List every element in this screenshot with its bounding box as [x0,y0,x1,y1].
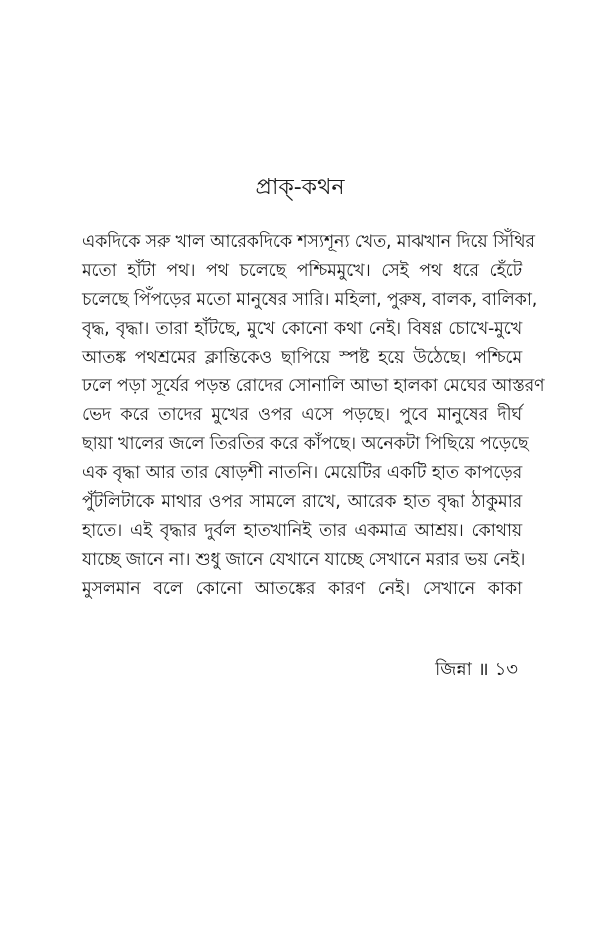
chapter-title: প্রাক্-কথন [255,175,345,200]
text-line: বৃদ্ধ, বৃদ্ধা। তারা হাঁটছে, মুখে কোনো কথা নেই। বিষণ্ণ চোখে-মুখে [82,318,522,339]
text-line: চলেছে পিঁপড়ের মতো মানুষের সারি। মহিলা, পুরুষ, বালক, বালিকা, [82,289,538,310]
text-line: মতো হাঁটা পথ। পথ চলেছে পশ্চিমমুখে। সেই পথ ধরে হেঁটে [82,260,522,281]
text-line: এক বৃদ্ধা আর তার ষোড়শী নাতনি। মেয়েটির একটি হাত কাপড়ের [82,463,522,484]
text-line: আতঙ্ক পথশ্রমের ক্লান্তিকেও ছাপিয়ে স্পষ্ট হয়ে উঠেছে। পশ্চিমে [82,347,522,368]
page-footer [435,657,518,683]
text-line: যাচ্ছে জানে না। শুধু জানে যেখানে যাচ্ছে সেখানে মরার ভয় নেই। [82,549,526,570]
footer-separator: ॥ [477,659,489,680]
body-paragraph [82,228,545,604]
page-number: ১৩ [494,659,518,680]
text-line: ঢলে পড়া সূর্যের পড়ন্ত রোদের সোনালি আভা হালকা মেঘের আস্তরণ [82,376,545,397]
text-line: ছায়া খালের জলে তিরতির করে কাঁপছে। অনেকটা পিছিয়ে পড়েছে [82,434,529,455]
text-line: হাতে। এই বৃদ্ধার দুর্বল হাতখানিই তার একমাত্র আশ্রয়। কোথায় [82,520,522,541]
running-title: জিন্না [435,659,472,680]
text-line: পুঁটলিটাকে মাথার ওপর সামলে রাখে, আরেক হাত বৃদ্ধা ঠাকুমার [82,492,522,513]
text-line: মুসলমান বলে কোনো আতঙ্কের কারণ নেই। সেখানে কাকা [82,578,522,599]
text-line: একদিকে সরু খাল আরেকদিকে শস্যশূন্য খেত, মাঝখান দিয়ে সিঁথির [82,232,535,252]
text-line: ভেদ করে তাদের মুখের ওপর এসে পড়ছে। পুবে মানুষের দীর্ঘ [82,405,522,426]
